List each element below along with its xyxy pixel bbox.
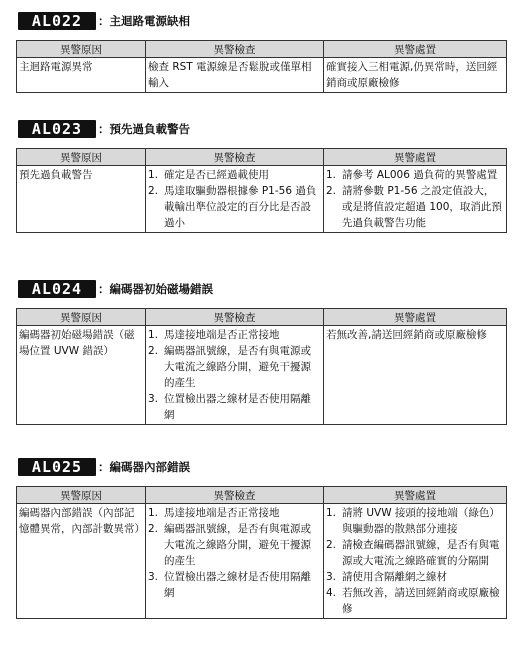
- list-item: 3. 位置檢出器之線材是否使用隔離網: [148, 393, 311, 421]
- list-item: 1. 確定是否已經過載使用: [148, 169, 269, 181]
- check-cell: [146, 326, 324, 425]
- cause-cell: 編碼器內部錯誤（內部記憶體異常，內部計數異常）: [17, 504, 146, 619]
- table-row: [17, 58, 507, 93]
- list-item: 2. 請將參數 P1-56 之設定值設大，或是將值設定超過 100，取消此預先過負載警告功能: [326, 185, 502, 229]
- alarm-code-badge: AL022: [18, 12, 96, 30]
- column-header-check: 異警檢查: [146, 149, 324, 166]
- alarm-header: [16, 12, 506, 32]
- list-item: 1. 請將 UVW 接頭的接地端（綠色）與驅動器的散熱部分連接: [326, 507, 500, 535]
- table-header-row: [17, 149, 507, 166]
- alarm-title: ：編碼器初始磁場錯誤: [98, 282, 213, 296]
- alarm-title: ：預先過負載警告: [98, 122, 190, 136]
- column-header-cause: 異警原因: [17, 487, 146, 504]
- alarm-code-badge: AL023: [18, 120, 96, 138]
- alarm-section-al025: [16, 458, 506, 615]
- list-item: 3. 請使用含隔離網之線材: [326, 571, 447, 583]
- alarm-code-badge: AL024: [18, 280, 96, 298]
- alarm-table: [16, 40, 507, 93]
- column-header-action: 異警處置: [324, 41, 507, 58]
- list-item: 3. 位置檢出器之線材是否使用隔離網: [148, 571, 311, 599]
- check-cell: [146, 166, 324, 233]
- column-header-check: 異警檢查: [146, 309, 324, 326]
- check-list: [148, 167, 321, 231]
- check-cell: [146, 504, 324, 619]
- alarm-section-al023: [16, 120, 506, 229]
- action-list: [326, 167, 504, 231]
- table-header-row: [17, 41, 507, 58]
- action-cell: 確實接入三相電源,仍異常時，送回經銷商或原廠檢修: [324, 58, 507, 93]
- column-header-check: 異警檢查: [146, 487, 324, 504]
- column-header-check: 異警檢查: [146, 41, 324, 58]
- action-cell: [324, 166, 507, 233]
- list-item: 1. 馬達接地端是否正常接地: [148, 507, 280, 519]
- table-header-row: [17, 309, 507, 326]
- list-item: 2. 編碼器訊號線，是否有與電源或大電流之線路分開，避免干擾源的產生: [148, 523, 311, 567]
- table-row: [17, 166, 507, 233]
- list-item: 2. 編碼器訊號線，是否有與電源或大電流之線路分開，避免干擾源的產生: [148, 345, 311, 389]
- alarm-table: [16, 486, 507, 619]
- list-item: 4. 若無改善，請送回經銷商或原廠檢修: [326, 587, 500, 615]
- action-list: [326, 505, 504, 617]
- table-row: [17, 326, 507, 425]
- cause-cell: 主迴路電源異常: [17, 58, 146, 93]
- alarm-table: [16, 148, 507, 233]
- list-item: 1. 馬達接地端是否正常接地: [148, 329, 280, 341]
- action-cell: 若無改善,請送回經銷商或原廠檢修: [324, 326, 507, 425]
- alarm-header: [16, 280, 506, 300]
- alarm-title: ：主迴路電源缺相: [98, 14, 190, 28]
- alarm-header: [16, 458, 506, 478]
- table-row: [17, 504, 507, 619]
- list-item: 1. 請參考 AL006 過負荷的異警處置: [326, 169, 498, 181]
- alarm-table: [16, 308, 507, 425]
- table-header-row: [17, 487, 507, 504]
- column-header-cause: 異警原因: [17, 41, 146, 58]
- cause-cell: 預先過負載警告: [17, 166, 146, 233]
- alarm-section-al024: [16, 280, 506, 421]
- alarm-code-badge: AL025: [18, 458, 96, 476]
- column-header-action: 異警處置: [324, 149, 507, 166]
- check-cell: 檢查 RST 電源線是否鬆脫或僅單相輸入: [146, 58, 324, 93]
- column-header-action: 異警處置: [324, 309, 507, 326]
- alarm-header: [16, 120, 506, 140]
- alarm-title: ：編碼器內部錯誤: [98, 460, 190, 474]
- list-item: 2. 馬達取驅動器根據參 P1-56 過負載輸出準位設定的百分比是否設過小: [148, 185, 317, 229]
- cause-cell: 編碼器初始磁場錯誤（磁場位置 UVW 錯誤）: [17, 326, 146, 425]
- column-header-action: 異警處置: [324, 487, 507, 504]
- column-header-cause: 異警原因: [17, 149, 146, 166]
- alarm-section-al022: [16, 12, 506, 89]
- column-header-cause: 異警原因: [17, 309, 146, 326]
- check-list: [148, 327, 321, 423]
- check-list: [148, 505, 321, 601]
- list-item: 2. 請檢查編碼器訊號線，是否有與電源或大電流之線路確實的分隔開: [326, 539, 500, 567]
- action-cell: [324, 504, 507, 619]
